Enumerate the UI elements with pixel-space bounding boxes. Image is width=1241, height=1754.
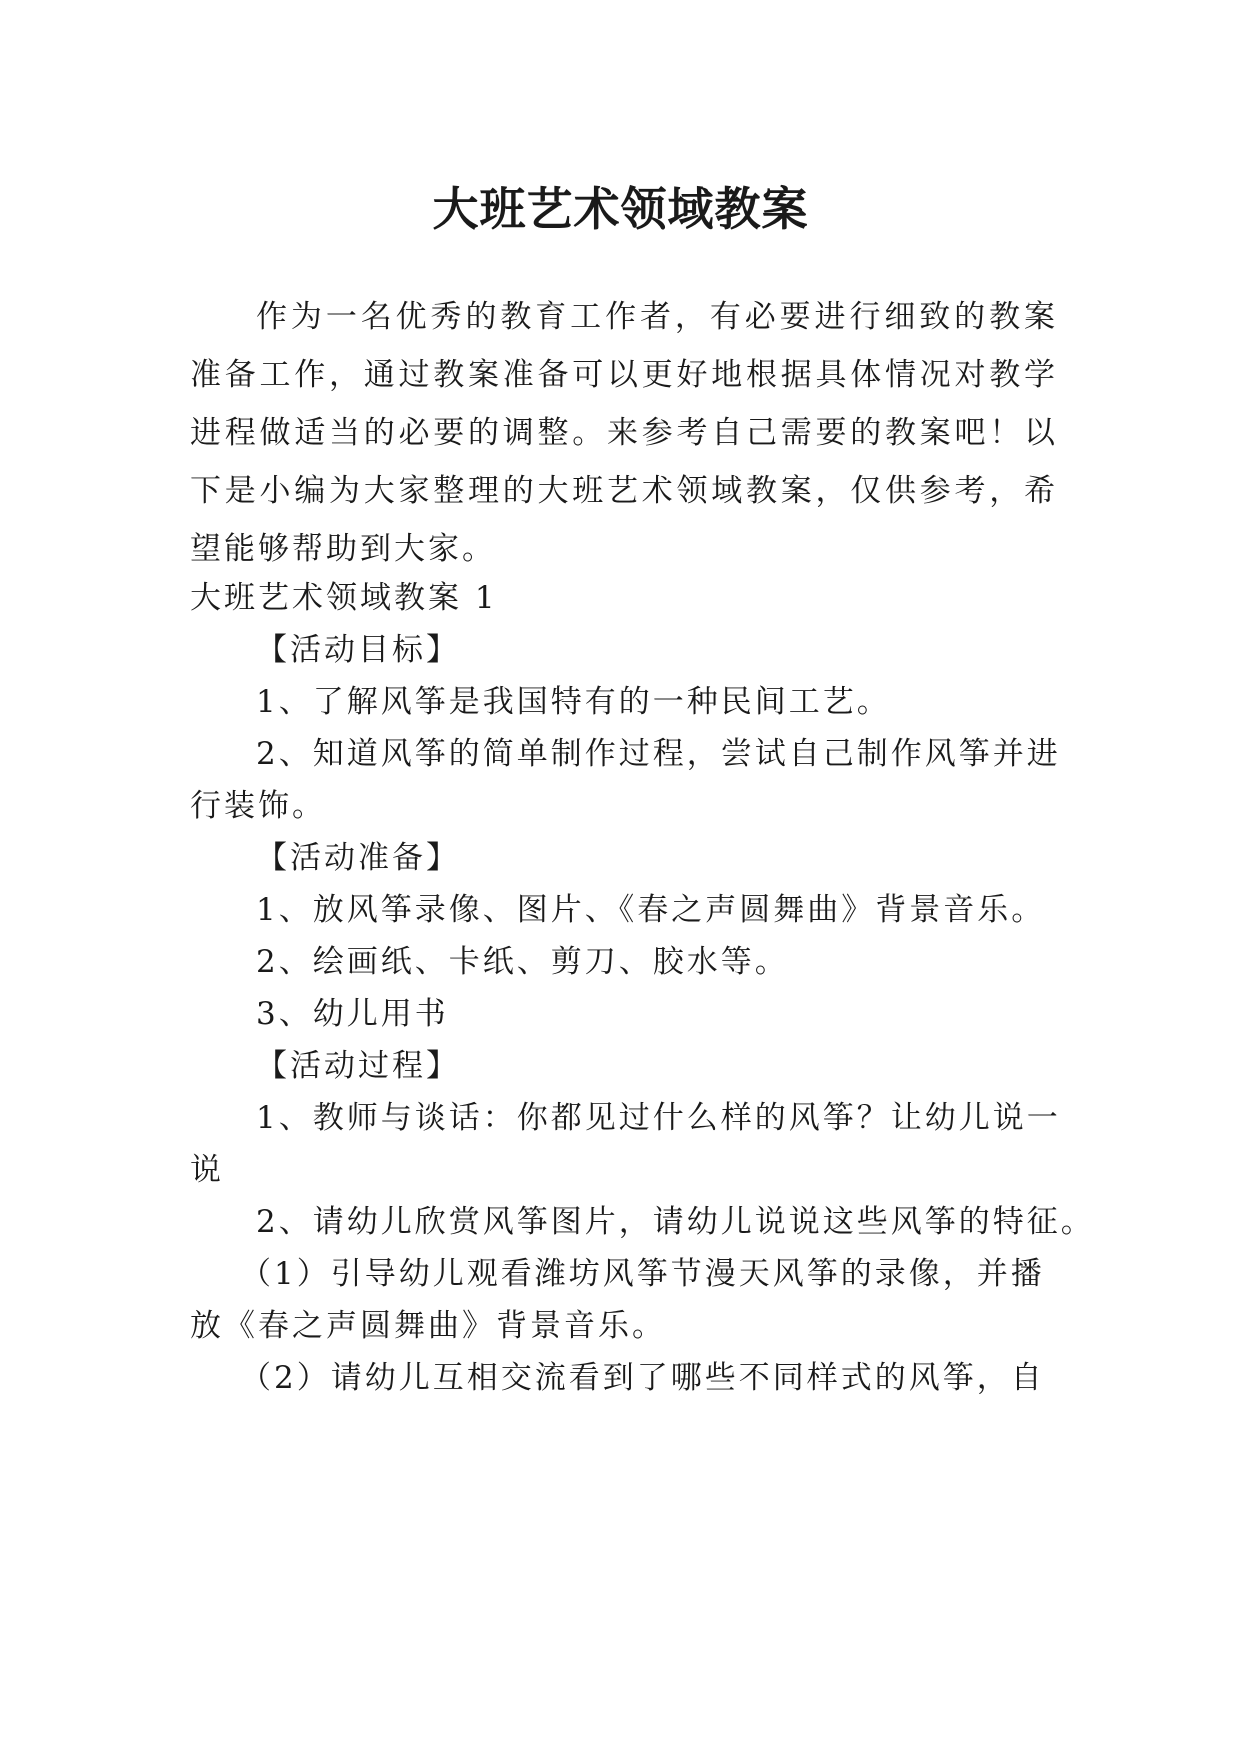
body-line: （2）请幼儿互相交流看到了哪些不同样式的风筝，自: [240, 1360, 1045, 1396]
body-line: 1、教师与谈话：你都见过什么样的风筝？让幼儿说一: [256, 1100, 1061, 1136]
body-line: 1、了解风筝是我国特有的一种民间工艺。: [256, 684, 891, 720]
body-line: 1、放风筝录像、图片、《春之声圆舞曲》背景音乐。: [256, 892, 1046, 928]
body-line: 2、请幼儿欣赏风筝图片，请幼儿说说这些风筝的特征。: [256, 1204, 1095, 1240]
body-line: 行装饰。: [190, 788, 326, 824]
body-line: 放《春之声圆舞曲》背景音乐。: [190, 1308, 666, 1344]
section-heading: 大班艺术领域教案 1: [190, 580, 498, 616]
subheading-process: 【活动过程】: [256, 1048, 460, 1084]
subheading-preparation: 【活动准备】: [256, 840, 460, 876]
document-title: 大班艺术领域教案: [432, 181, 809, 236]
subheading-goals: 【活动目标】: [256, 632, 460, 668]
body-line: 说: [190, 1152, 224, 1188]
body-line: 2、知道风筝的简单制作过程，尝试自己制作风筝并进: [256, 736, 1061, 772]
intro-paragraph: 作为一名优秀的教育工作者，有必要进行细致的教案准备工作，通过教案准备可以更好地根据具体情况对教学进程做适当的必要的调整。来参考自己需要的教案吧！以下是小编为大家整理的大班艺术领域教案，仅供参考，希望能够帮助到大家。: [190, 299, 1058, 567]
body-line: 3、幼儿用书: [256, 996, 449, 1032]
body-line: （1）引导幼儿观看潍坊风筝节漫天风筝的录像，并播: [240, 1256, 1045, 1292]
body-line: 2、绘画纸、卡纸、剪刀、胶水等。: [256, 944, 789, 980]
